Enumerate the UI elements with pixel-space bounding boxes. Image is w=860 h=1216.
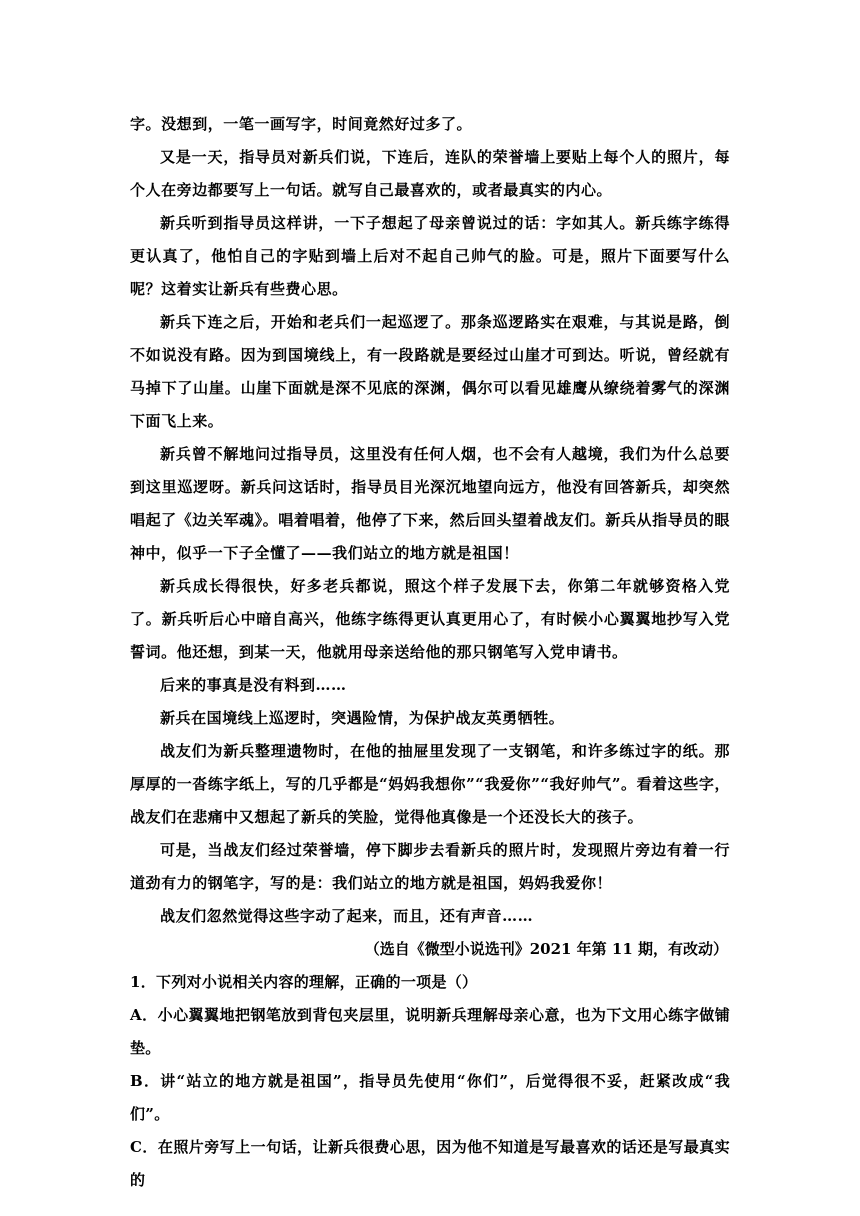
option-b: B．讲“站立的地方就是祖国”，指导员先使用“你们”，后觉得很不妥，赶紧改成“我们”。 [130,1072,730,1123]
question-block [130,966,730,1197]
story-paragraph: 新兵成长得很快，好多老兵都说，照这个样子发展下去，你第二年就够资格入党了。新兵听后心中暗自高兴，他练字练得更认真更用心了，有时候小心翼翼地抄写入党誓词。他还想，到某一天，他就用母亲送给他的那只钢笔写入党申请书。 [130,577,730,661]
option-a: A．小心翼翼地把钢笔放到背包夹层里，说明新兵理解母亲心意，也为下文用心练字做铺垫。 [130,1006,730,1057]
story-paragraph: 可是，当战友们经过荣誉墙，停下脚步去看新兵的照片时，发现照片旁边有着一行道劲有力的钢笔字，写的是：我们站立的地方就是祖国，妈妈我爱你！ [130,841,730,892]
story-paragraph: 新兵在国境线上巡逻时，突遇险情，为保护战友英勇牺牲。 [160,709,565,727]
story-paragraph: 又是一天，指导员对新兵们说，下连后，连队的荣誉墙上要贴上每个人的照片，每个人在旁边都要写上一句话。就写自己最喜欢的，或者最真实的内心。 [130,148,730,199]
story-paragraph: 新兵听到指导员这样讲，一下子想起了母亲曾说过的话：字如其人。新兵练字练得更认真了，他怕自己的字贴到墙上后对不起自己帅气的脸。可是，照片下面要写什么呢？这着实让新兵有些费心思。 [130,214,730,298]
question-stem: 1．下列对小说相关内容的理解，正确的一项是（） [130,973,478,991]
story-paragraph: 字。没想到，一笔一画写字，时间竟然好过多了。 [130,115,473,133]
story-paragraph: 战友们忽然觉得这些字动了起来，而且，还有声音…… [160,907,534,925]
story-paragraph: 后来的事真是没有料到…… [160,676,347,694]
story-body [130,108,730,933]
story-paragraph: 新兵曾不解地问过指导员，这里没有任何人烟，也不会有人越境，我们为什么总要到这里巡逻呀。新兵问这话时，指导员目光深沉地望向远方，他没有回答新兵，却突然唱起了《边关军魂》。唱着唱着，他停了下来，然后回头望着战友们。新兵从指导员的眼神中，似乎一下子全懂了——我们站立的地方就是祖国！ [130,445,730,562]
story-paragraph: 新兵下连之后，开始和老兵们一起巡逻了。那条巡逻路实在艰难，与其说是路，倒不如说没有路。因为到国境线上，有一段路就是要经过山崖才可到达。听说，曾经就有马掉下了山崖。山崖下面就是深不见底的深渊，偶尔可以看见雄鹰从缭绕着雾气的深渊下面飞上来。 [130,313,730,430]
story-paragraph: 战友们为新兵整理遗物时，在他的抽屉里发现了一支钢笔，和许多练过字的纸。那厚厚的一沓练字纸上，写的几乎都是“妈妈我想你”“我爱你”“我好帅气”。看着这些字，战友们在悲痛中又想起了新兵的笑脸，觉得他真像是一个还没长大的孩子。 [130,742,730,826]
document-page [130,108,730,1197]
option-c: C．在照片旁写上一句话，让新兵很费心思，因为他不知道是写最喜欢的话还是写最真实的 [130,1138,730,1189]
source-citation: （选自《微型小说选刊》2021 年第 11 期，有改动） [364,940,728,958]
